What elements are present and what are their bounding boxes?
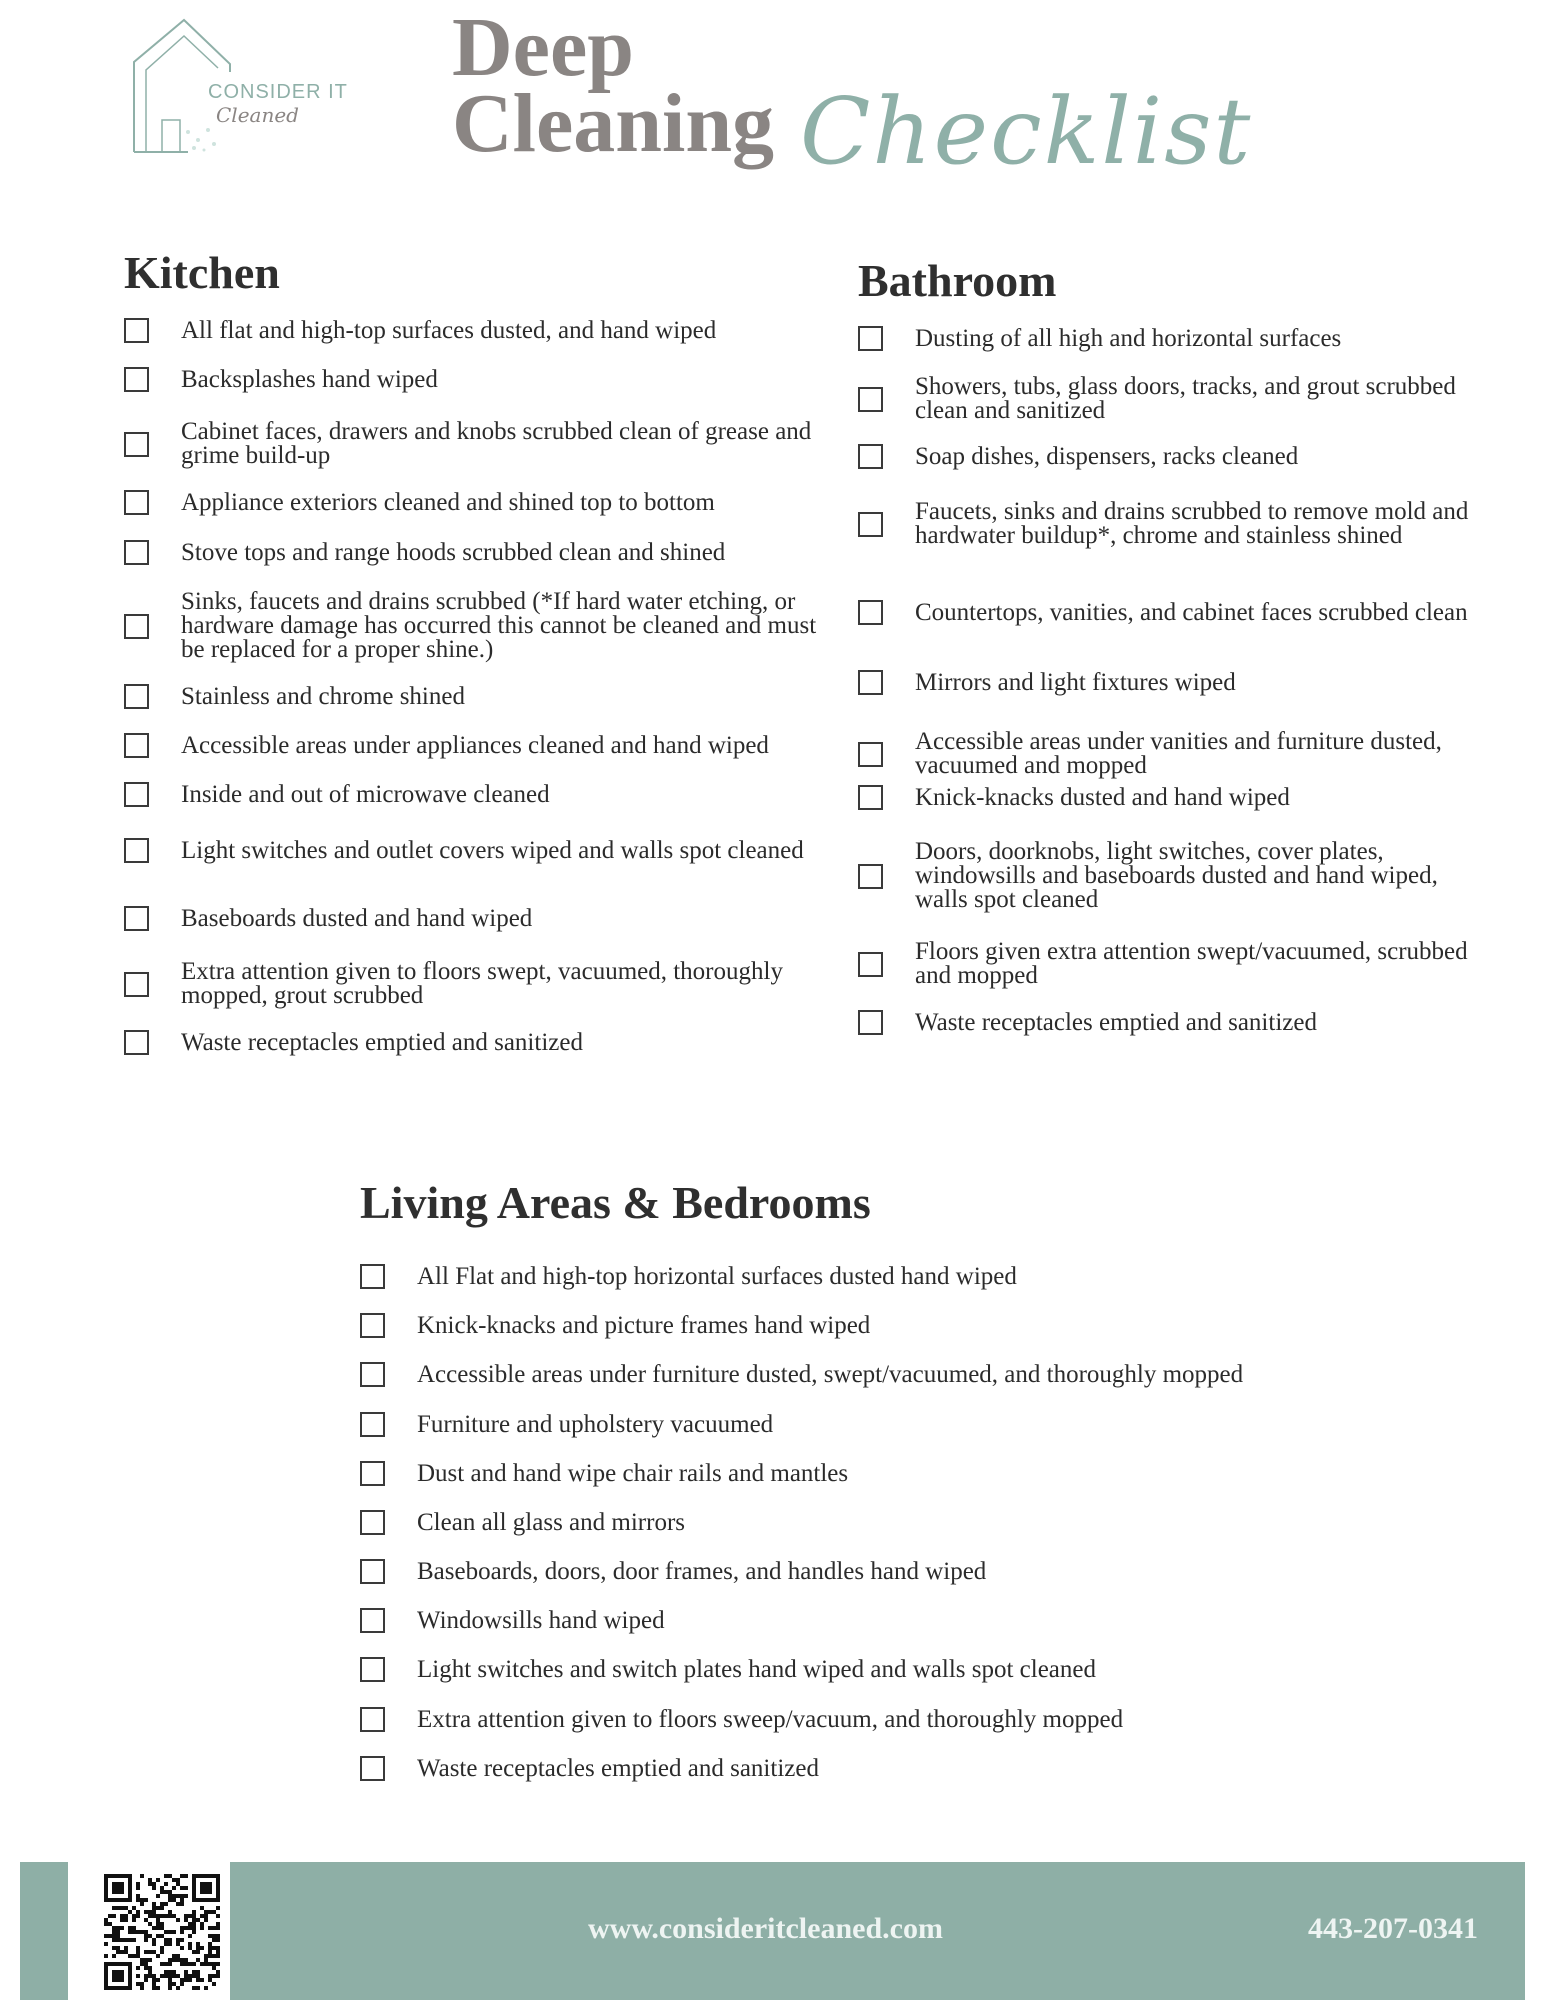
- checkbox[interactable]: [858, 512, 883, 537]
- logo-line2: Cleaned: [216, 103, 299, 127]
- living-title: Living Areas & Bedrooms: [360, 1177, 871, 1228]
- kitchen-checklist-item: [124, 838, 824, 863]
- bathroom-checklist-item: [858, 1010, 1478, 1035]
- checklist-item-label: Knick-knacks dusted and hand wiped: [915, 783, 1290, 811]
- checkbox[interactable]: [360, 1559, 385, 1584]
- bathroom-checklist-item: [858, 840, 1478, 912]
- checklist-item-label: Baseboards, doors, door frames, and handles hand wiped: [417, 1557, 987, 1585]
- checkbox[interactable]: [858, 387, 883, 412]
- checkbox[interactable]: [360, 1412, 385, 1437]
- living-checklist-item: [360, 1264, 1360, 1289]
- checklist-item-label: Light switches and switch plates hand wiped and walls spot cleaned: [417, 1655, 1097, 1683]
- checkbox[interactable]: [858, 1010, 883, 1035]
- checkbox[interactable]: [360, 1756, 385, 1781]
- checklist-item-label: Soap dishes, dispensers, racks cleaned: [915, 442, 1299, 470]
- checkbox[interactable]: [858, 952, 883, 977]
- qr-code: [68, 1862, 230, 2000]
- checkbox[interactable]: [124, 432, 149, 457]
- company-logo: [128, 12, 348, 162]
- checkbox[interactable]: [124, 838, 149, 863]
- logo-line1: CONSIDER IT: [208, 81, 348, 103]
- kitchen-checklist-item: [124, 733, 824, 758]
- checkbox[interactable]: [124, 614, 149, 639]
- living-checklist-item: [360, 1412, 1360, 1437]
- living-checklist-item: [360, 1707, 1360, 1732]
- checklist-item-label: Accessible areas under vanities and furniture dusted, vacuumed and mopped: [915, 728, 1442, 779]
- checklist-item-label: Dust and hand wipe chair rails and mantles: [417, 1459, 849, 1487]
- living-checklist-item: [360, 1510, 1360, 1535]
- bathroom-checklist-item: [858, 326, 1478, 351]
- kitchen-checklist-item: [124, 367, 824, 392]
- kitchen-checklist-item: [124, 782, 824, 807]
- living-checklist-item: [360, 1362, 1360, 1387]
- checkbox[interactable]: [360, 1707, 385, 1732]
- checklist-item-label: Stove tops and range hoods scrubbed clean and shined: [181, 538, 726, 566]
- kitchen-checklist-item: [124, 906, 824, 931]
- bathroom-checklist-item: [858, 785, 1478, 810]
- checkbox[interactable]: [360, 1510, 385, 1535]
- checkbox[interactable]: [858, 326, 883, 351]
- checklist-item-label: Cabinet faces, drawers and knobs scrubbed clean of grease and grime build-up: [181, 418, 812, 469]
- checklist-item-label: Floors given extra attention swept/vacuumed, scrubbed and mopped: [915, 938, 1468, 989]
- kitchen-title: Kitchen: [124, 247, 280, 298]
- checkbox[interactable]: [124, 906, 149, 931]
- house-logo-icon: [128, 12, 348, 162]
- checklist-item-label: Dusting of all high and horizontal surfaces: [915, 324, 1342, 352]
- checklist-item-label: Waste receptacles emptied and sanitized: [181, 1028, 583, 1056]
- checkbox[interactable]: [858, 444, 883, 469]
- checkbox[interactable]: [360, 1657, 385, 1682]
- checklist-item-label: Extra attention given to floors sweep/vacuum, and thoroughly mopped: [417, 1705, 1124, 1733]
- checklist-item-label: Clean all glass and mirrors: [417, 1508, 685, 1536]
- checklist-item-label: Faucets, sinks and drains scrubbed to remove mold and hardwater buildup*, chrome and stainless shined: [915, 498, 1469, 549]
- checkbox[interactable]: [124, 318, 149, 343]
- bathroom-checklist-item: [858, 940, 1478, 988]
- bathroom-checklist-item: [858, 375, 1478, 423]
- kitchen-checklist-item: [124, 318, 824, 343]
- kitchen-checklist-item: [124, 590, 824, 662]
- checklist-item-label: All Flat and high-top horizontal surfaces dusted hand wiped: [417, 1262, 1017, 1290]
- checklist-item-label: Waste receptacles emptied and sanitized: [915, 1008, 1317, 1036]
- page-title: [452, 1, 775, 170]
- checklist-item-label: Knick-knacks and picture frames hand wiped: [417, 1311, 871, 1339]
- checklist-item-label: Light switches and outlet covers wiped and walls spot cleaned: [181, 836, 804, 864]
- checklist-item-label: Mirrors and light fixtures wiped: [915, 668, 1236, 696]
- checklist-item-label: Baseboards dusted and hand wiped: [181, 904, 533, 932]
- checkbox[interactable]: [124, 490, 149, 515]
- checklist-item-label: Showers, tubs, glass doors, tracks, and grout scrubbed clean and sanitized: [915, 373, 1456, 424]
- checklist-item-label: Appliance exteriors cleaned and shined top to bottom: [181, 488, 715, 516]
- checkbox[interactable]: [124, 733, 149, 758]
- checkbox[interactable]: [360, 1362, 385, 1387]
- living-checklist-item: [360, 1559, 1360, 1584]
- checklist-item-label: Sinks, faucets and drains scrubbed (*If hard water etching, or hardware damage has occurred this cannot be cleaned and must be replaced for a proper shine.): [181, 588, 817, 663]
- website-link[interactable]: www.consideritcleaned.com: [588, 1912, 943, 1945]
- checkbox[interactable]: [124, 684, 149, 709]
- checklist-item-label: Doors, doorknobs, light switches, cover plates, windowsills and baseboards dusted and hand wiped, walls spot cleaned: [915, 838, 1438, 913]
- checkbox[interactable]: [858, 785, 883, 810]
- phone-number[interactable]: 443-207-0341: [1308, 1912, 1478, 1945]
- bathroom-checklist-item: [858, 600, 1478, 625]
- qr-code-icon: [68, 1862, 230, 2000]
- checkbox[interactable]: [858, 600, 883, 625]
- checklist-item-label: Backsplashes hand wiped: [181, 365, 438, 393]
- living-checklist-item: [360, 1756, 1360, 1781]
- kitchen-checklist-item: [124, 540, 824, 565]
- checkbox[interactable]: [858, 864, 883, 889]
- checkbox[interactable]: [124, 367, 149, 392]
- bathroom-checklist-item: [858, 500, 1478, 548]
- checkbox[interactable]: [360, 1608, 385, 1633]
- checklist-item-label: Inside and out of microwave cleaned: [181, 780, 550, 808]
- checkbox[interactable]: [858, 742, 883, 767]
- checklist-item-label: Furniture and upholstery vacuumed: [417, 1410, 774, 1438]
- living-checklist-item: [360, 1461, 1360, 1486]
- checklist-item-label: Stainless and chrome shined: [181, 682, 465, 710]
- checkbox[interactable]: [360, 1264, 385, 1289]
- checklist-item-label: Accessible areas under furniture dusted, swept/vacuumed, and thoroughly mopped: [417, 1360, 1244, 1388]
- title-line1: Deep: [452, 1, 634, 94]
- checklist-item-label: Extra attention given to floors swept, vacuumed, thoroughly mopped, grout scrubbed: [181, 958, 783, 1009]
- checkbox[interactable]: [124, 540, 149, 565]
- title-line2: Cleaning: [452, 77, 775, 170]
- checklist-item-label: Waste receptacles emptied and sanitized: [417, 1754, 819, 1782]
- checkbox[interactable]: [124, 782, 149, 807]
- bathroom-checklist-item: [858, 730, 1478, 778]
- checkbox[interactable]: [360, 1313, 385, 1338]
- kitchen-checklist-item: [124, 490, 824, 515]
- kitchen-checklist-item: [124, 684, 824, 709]
- checkbox[interactable]: [360, 1461, 385, 1486]
- checkbox[interactable]: [858, 670, 883, 695]
- kitchen-checklist-item: [124, 1030, 824, 1055]
- checkbox[interactable]: [124, 972, 149, 997]
- checklist-item-label: Windowsills hand wiped: [417, 1606, 665, 1634]
- living-checklist-item: [360, 1657, 1360, 1682]
- bathroom-title: Bathroom: [858, 255, 1057, 306]
- checkbox[interactable]: [124, 1030, 149, 1055]
- checklist-item-label: Countertops, vanities, and cabinet faces scrubbed clean: [915, 598, 1468, 626]
- living-checklist-item: [360, 1313, 1360, 1338]
- footer-bar: [20, 1862, 1525, 2000]
- kitchen-checklist-item: [124, 420, 824, 468]
- bathroom-checklist-item: [858, 670, 1478, 695]
- bathroom-checklist-item: [858, 444, 1478, 469]
- title-script: Checklist: [800, 78, 1253, 185]
- kitchen-checklist-item: [124, 960, 824, 1008]
- checklist-item-label: All flat and high-top surfaces dusted, and hand wiped: [181, 316, 717, 344]
- checklist-item-label: Accessible areas under appliances cleaned and hand wiped: [181, 731, 769, 759]
- living-checklist-item: [360, 1608, 1360, 1633]
